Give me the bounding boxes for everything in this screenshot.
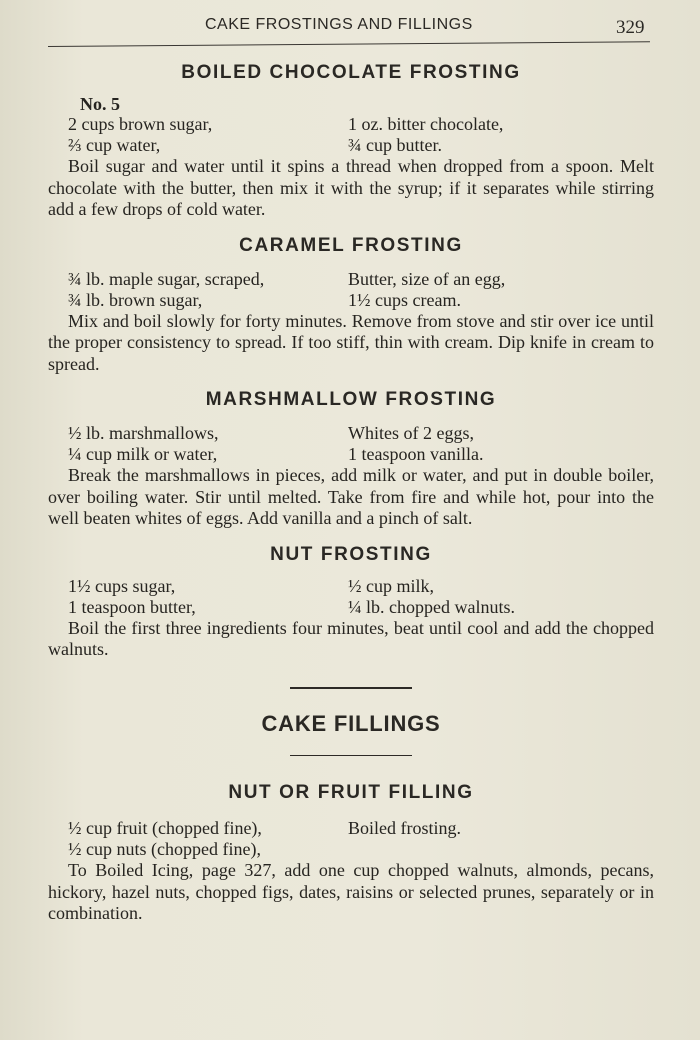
ingredient: ¾ cup butter. (348, 135, 442, 155)
ingredient-row (48, 114, 654, 135)
recipe-nut-or-fruit-filling (48, 782, 654, 925)
ingredient: ¾ lb. maple sugar, scraped, (68, 268, 265, 289)
recipe-directions: Mix and boil slowly for forty minutes. Remove from stove and stir over ice until the proper consistency to spread. If too stiff, thin with cream. Dip knife in cream to spread. (48, 310, 654, 374)
ingredient-row (48, 269, 654, 290)
recipe-title: CARAMEL FROSTING (239, 234, 463, 256)
ingredient-row (48, 135, 654, 156)
recipe-directions: To Boiled Icing, page 327, add one cup chopped walnuts, almonds, pecans, hickory, hazel nuts, chopped figs, dates, raisins or selected prunes, separately or in combination. (48, 860, 654, 923)
ingredient-row (48, 423, 654, 444)
ingredient: 2 cups brown sugar, (68, 114, 213, 134)
ingredient (348, 839, 654, 860)
ingredient-row (48, 290, 654, 311)
recipe-number: No. 5 (80, 94, 120, 114)
ingredient: 1 teaspoon butter, (68, 596, 196, 617)
recipe-directions: Boil the first three ingredients four minutes, beat until cool and add the chopped walnuts. (48, 617, 654, 659)
recipe-title: MARSHMALLOW FROSTING (205, 389, 497, 410)
ingredient-row (48, 597, 654, 618)
ingredient-row (48, 576, 654, 597)
recipe-directions: Boil sugar and water until it spins a thread when dropped from a spoon. Melt chocolate with the butter, then mix it with the syrup; if it separates while stirring add a few drops of cold water. (48, 156, 654, 219)
ingredient: ½ cup fruit (chopped fine), (68, 818, 262, 838)
ingredient: ⅔ cup water, (68, 135, 161, 155)
chapter-heading: CAKE FILLINGS (261, 710, 441, 736)
ingredient: ¼ lb. chopped walnuts. (348, 596, 515, 617)
ingredient-row (48, 839, 654, 860)
ingredient-row (48, 818, 654, 839)
recipe-title: BOILED CHOCOLATE FROSTING (181, 62, 521, 83)
recipe-caramel-frosting (48, 235, 654, 376)
ingredient: ¼ cup milk or water, (68, 444, 218, 464)
recipe-marshmallow-frosting (48, 389, 654, 530)
page-content (48, 62, 654, 925)
recipe-boiled-chocolate-frosting (48, 62, 654, 221)
ingredient: Butter, size of an egg, (348, 268, 506, 289)
recipe-directions: Break the marshmallows in pieces, add milk or water, and put in double boiler, over boiling water. Stir until melted. Take from fire and while hot, pour into the well beaten whites of eggs. Add vanilla and a pinch of salt. (48, 465, 654, 528)
page-number: 329 (616, 17, 645, 38)
recipe-nut-frosting (48, 544, 654, 661)
ingredient: Whites of 2 eggs, (348, 423, 474, 443)
ingredient: 1½ cups sugar, (68, 575, 176, 596)
running-header (0, 14, 700, 44)
ingredient: ½ cup nuts (chopped fine), (68, 839, 261, 859)
ingredient: ¾ lb. brown sugar, (68, 289, 203, 310)
recipe-title: NUT OR FRUIT FILLING (228, 782, 474, 803)
ingredient-row (48, 444, 654, 465)
ingredient: ½ cup milk, (348, 575, 434, 596)
ingredient: Boiled frosting. (348, 818, 461, 838)
ingredient: 1 teaspoon vanilla. (348, 444, 484, 464)
running-title: CAKE FROSTINGS AND FILLINGS (205, 16, 473, 33)
recipe-title: NUT FROSTING (270, 543, 432, 565)
ingredient: ½ lb. marshmallows, (68, 423, 219, 443)
ingredient: 1½ cups cream. (348, 289, 461, 310)
ingredient: 1 oz. bitter chocolate, (348, 114, 504, 134)
